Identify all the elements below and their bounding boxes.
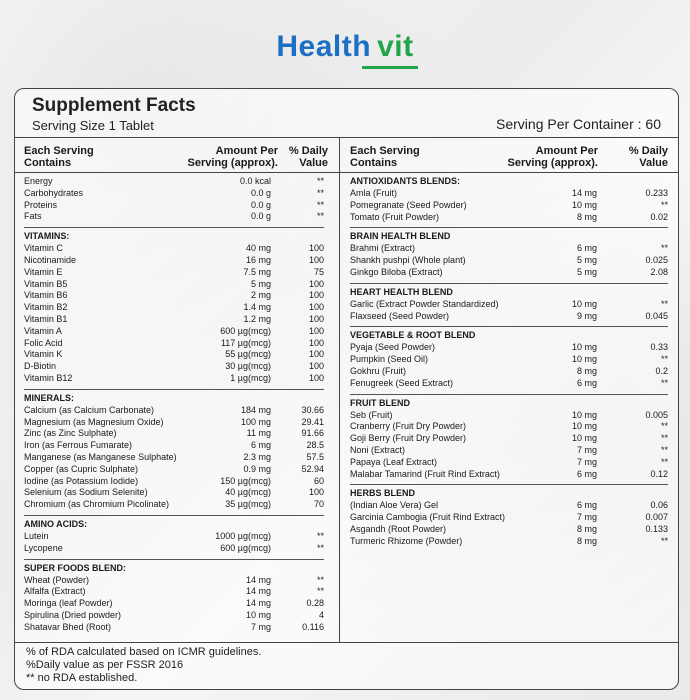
nutrient-daily-value: 0.045 xyxy=(645,310,668,321)
nutrient-daily-value: 57.5 xyxy=(306,451,324,462)
nutrient-row xyxy=(24,487,324,499)
nutrient-daily-value: 0.005 xyxy=(645,409,668,420)
nutrient-amount: 0.0 g xyxy=(250,187,271,198)
brand-part2: vit xyxy=(377,30,414,63)
nutrient-row xyxy=(350,366,668,378)
nutrient-amount: 10 mg xyxy=(571,433,597,444)
nutrient-amount: 0.9 mg xyxy=(243,463,271,474)
nutrient-row xyxy=(24,440,324,452)
nutrient-name: Carbohydrates xyxy=(24,187,84,198)
nutrient-daily-value: 60 xyxy=(313,475,324,486)
nutrient-amount: 5 mg xyxy=(250,278,271,289)
right-header-dv: % Daily Value xyxy=(628,145,668,169)
nutrient-name: Amla (Fruit) xyxy=(350,188,397,198)
nutrient-amount: 0.0 g xyxy=(250,211,271,222)
nutrient-row xyxy=(24,188,324,200)
nutrient-row xyxy=(24,211,324,223)
nutrient-name: Calcium (as Calcium Carbonate) xyxy=(24,404,155,415)
nutrient-name: Fenugreek (Seed Extract) xyxy=(350,377,454,388)
nutrient-daily-value: ** xyxy=(660,433,668,444)
nutrient-name: Energy xyxy=(24,176,53,186)
nutrient-name: (Indian Aloe Vera) Gel xyxy=(350,500,439,511)
nutrient-row xyxy=(350,200,668,212)
nutrient-amount: 8 mg xyxy=(576,211,597,222)
nutrient-daily-value: 100 xyxy=(308,325,324,336)
nutrient-name: Alfalfa (Extract) xyxy=(24,586,86,597)
brand-part1: Health xyxy=(276,30,372,63)
nutrient-daily-value: 0.02 xyxy=(650,211,668,222)
nutrient-row xyxy=(24,417,324,429)
nutrient-amount: 35 µg(mcg) xyxy=(225,499,271,510)
nutrient-name: Malabar Tamarind (Fruit Rind Extract) xyxy=(350,468,500,479)
nutrient-amount: 40 µg(mcg) xyxy=(225,487,271,498)
nutrient-name: Vitamin C xyxy=(24,243,63,254)
nutrient-daily-value: 100 xyxy=(308,313,324,324)
nutrient-daily-value: ** xyxy=(316,530,324,541)
nutrient-name: Noni (Extract) xyxy=(350,444,406,455)
nutrient-name: Lutein xyxy=(24,530,49,541)
nutrient-amount: 14 mg xyxy=(245,586,271,597)
nutrient-name: Shankh pushpi (Whole plant) xyxy=(350,255,466,266)
section-title: HEART HEALTH BLEND xyxy=(350,286,453,297)
nutrient-amount: 7.5 mg xyxy=(243,266,271,277)
logo-underline xyxy=(362,66,418,69)
nutrient-name: D-Biotin xyxy=(24,361,57,372)
nutrient-name: Vitamin B2 xyxy=(24,302,68,313)
nutrient-name: Ginkgo Biloba (Extract) xyxy=(350,266,443,277)
nutrient-amount: 10 mg xyxy=(571,199,597,210)
nutrient-amount: 7 mg xyxy=(576,512,597,523)
nutrient-name: Vitamin E xyxy=(24,266,63,277)
nutrient-amount: 150 µg(mcg) xyxy=(220,475,271,486)
nutrient-row xyxy=(350,378,668,390)
nutrient-name: Iron (as Ferrous Fumarate) xyxy=(24,440,133,451)
nutrient-row xyxy=(350,445,668,457)
nutrient-row xyxy=(350,433,668,445)
nutrient-daily-value: 100 xyxy=(308,290,324,301)
nutrient-amount: 10 mg xyxy=(571,421,597,432)
section-divider xyxy=(24,227,324,228)
nutrient-amount: 2.3 mg xyxy=(243,451,271,462)
nutrient-row xyxy=(350,512,668,524)
nutrient-amount: 10 mg xyxy=(571,342,597,353)
nutrient-daily-value: 0.2 xyxy=(655,365,668,376)
nutrient-daily-value: ** xyxy=(660,354,668,365)
nutrient-row xyxy=(24,452,324,464)
nutrient-daily-value: 0.06 xyxy=(650,500,668,511)
footnote-line: ** no RDA established. xyxy=(26,672,138,684)
section-title: VEGETABLE & ROOT BLEND xyxy=(350,330,476,341)
column-divider xyxy=(339,137,340,642)
nutrient-amount: 10 mg xyxy=(245,609,271,620)
nutrient-amount: 30 µg(mcg) xyxy=(225,361,271,372)
nutrient-amount: 10 mg xyxy=(571,409,597,420)
nutrient-amount: 6 mg xyxy=(576,468,597,479)
nutrient-daily-value: ** xyxy=(316,187,324,198)
nutrient-daily-value: ** xyxy=(660,377,668,388)
nutrient-amount: 14 mg xyxy=(245,574,271,585)
nutrient-row xyxy=(350,243,668,255)
nutrient-amount: 600 µg(mcg) xyxy=(220,325,271,336)
nutrient-daily-value: 0.233 xyxy=(645,188,668,198)
section-divider xyxy=(24,559,324,560)
nutrient-amount: 600 µg(mcg) xyxy=(220,542,271,553)
left-nutrient-column xyxy=(24,176,324,634)
nutrient-daily-value: 0.12 xyxy=(650,468,668,479)
nutrient-name: Pumpkin (Seed Oil) xyxy=(350,354,429,365)
footnote-line: % of RDA calculated based on ICMR guidelines. xyxy=(26,646,262,658)
nutrient-row xyxy=(24,243,324,255)
nutrient-daily-value: ** xyxy=(316,211,324,222)
nutrient-amount: 0.0 kcal xyxy=(239,176,271,186)
nutrient-name: Vitamin A xyxy=(24,325,62,336)
nutrient-row xyxy=(350,311,668,323)
nutrient-amount: 40 mg xyxy=(245,243,271,254)
section-title: BRAIN HEALTH BLEND xyxy=(350,231,451,242)
nutrient-daily-value: 91.66 xyxy=(301,428,324,439)
nutrient-row xyxy=(24,361,324,373)
nutrient-row xyxy=(24,290,324,302)
nutrient-daily-value: 100 xyxy=(308,254,324,265)
nutrient-daily-value: ** xyxy=(316,574,324,585)
nutrient-name: Folic Acid xyxy=(24,337,63,348)
nutrient-name: Turmeric Rhizome (Powder) xyxy=(350,535,463,546)
nutrient-daily-value: 100 xyxy=(308,487,324,498)
section-divider xyxy=(350,283,668,284)
nutrient-amount: 6 mg xyxy=(576,377,597,388)
nutrient-row xyxy=(24,598,324,610)
nutrient-daily-value: 0.33 xyxy=(650,342,668,353)
nutrient-name: Asgandh (Root Powder) xyxy=(350,523,447,534)
nutrient-row xyxy=(24,543,324,555)
nutrient-row xyxy=(24,200,324,212)
section-divider xyxy=(350,227,668,228)
nutrient-row xyxy=(24,255,324,267)
nutrient-name: Vitamin B1 xyxy=(24,313,68,324)
nutrient-name: Garcinia Cambogia (Fruit Rind Extract) xyxy=(350,512,506,523)
nutrient-row xyxy=(350,342,668,354)
nutrient-row xyxy=(24,176,324,188)
nutrient-name: Magnesium (as Magnesium Oxide) xyxy=(24,416,164,427)
header-bottom-divider xyxy=(14,172,679,173)
section-divider xyxy=(24,389,324,390)
nutrient-row xyxy=(350,410,668,422)
brand-logo xyxy=(0,30,690,64)
nutrient-daily-value: 0.133 xyxy=(645,523,668,534)
nutrient-daily-value: ** xyxy=(660,444,668,455)
nutrient-daily-value: 29.41 xyxy=(301,416,324,427)
nutrient-row xyxy=(24,464,324,476)
nutrient-daily-value: ** xyxy=(660,421,668,432)
footer-divider xyxy=(14,642,679,643)
nutrient-amount: 7 mg xyxy=(250,621,271,632)
nutrient-name: Pyaja (Seed Powder) xyxy=(350,342,436,353)
left-header-dv: % Daily Value xyxy=(288,145,328,169)
nutrient-row xyxy=(24,610,324,622)
nutrient-amount: 184 mg xyxy=(240,404,271,415)
nutrient-row xyxy=(24,428,324,440)
nutrient-row xyxy=(24,373,324,385)
nutrient-row xyxy=(24,575,324,587)
nutrient-amount: 6 mg xyxy=(250,440,271,451)
nutrient-name: Vitamin B5 xyxy=(24,278,68,289)
nutrient-name: Vitamin K xyxy=(24,349,63,360)
nutrient-daily-value: 0.28 xyxy=(306,598,324,609)
nutrient-name: Pomegranate (Seed Powder) xyxy=(350,199,467,210)
footnotes xyxy=(26,646,261,685)
nutrient-name: Iodine (as Potassium Iodide) xyxy=(24,475,139,486)
nutrient-daily-value: 30.66 xyxy=(301,404,324,415)
serving-per-container: Serving Per Container : 60 xyxy=(496,116,661,132)
nutrient-name: Garlic (Extract Powder Standardized) xyxy=(350,298,499,309)
nutrient-daily-value: 4 xyxy=(318,609,324,620)
nutrient-name: Gokhru (Fruit) xyxy=(350,365,407,376)
nutrient-daily-value: ** xyxy=(316,542,324,553)
nutrient-row xyxy=(350,188,668,200)
nutrient-daily-value: ** xyxy=(660,298,668,309)
nutrient-daily-value: ** xyxy=(316,176,324,186)
nutrient-daily-value: 75 xyxy=(313,266,324,277)
nutrient-name: Cranberry (Fruit Dry Powder) xyxy=(350,421,467,432)
nutrient-row xyxy=(24,622,324,634)
nutrient-name: Flaxseed (Seed Powder) xyxy=(350,310,450,321)
nutrient-row xyxy=(350,212,668,224)
nutrient-name: Zinc (as Zinc Sulphate) xyxy=(24,428,117,439)
nutrient-row xyxy=(24,279,324,291)
right-header-contains: Each Serving Contains xyxy=(350,145,420,169)
nutrient-name: Nicotinamide xyxy=(24,254,77,265)
nutrient-amount: 5 mg xyxy=(576,255,597,266)
nutrient-row xyxy=(350,255,668,267)
nutrient-daily-value: 2.08 xyxy=(650,266,668,277)
section-divider xyxy=(350,484,668,485)
nutrient-amount: 1.4 mg xyxy=(243,302,271,313)
nutrient-name: Manganese (as Manganese Sulphate) xyxy=(24,451,177,462)
nutrient-amount: 11 mg xyxy=(246,428,271,439)
section-title: SUPER FOODS BLEND: xyxy=(24,562,127,573)
nutrient-name: Proteins xyxy=(24,199,58,210)
nutrient-row xyxy=(350,524,668,536)
nutrient-name: Shatavar Bhed (Root) xyxy=(24,621,112,632)
nutrient-amount: 117 µg(mcg) xyxy=(220,337,271,348)
nutrient-row xyxy=(24,405,324,417)
nutrient-amount: 0.0 g xyxy=(250,199,271,210)
right-header-amount: Amount Per Serving (approx). xyxy=(507,145,598,169)
nutrient-amount: 5 mg xyxy=(576,266,597,277)
nutrient-amount: 8 mg xyxy=(576,365,597,376)
nutrient-daily-value: ** xyxy=(660,243,668,254)
nutrient-daily-value: 100 xyxy=(308,278,324,289)
section-title: VITAMINS: xyxy=(24,231,70,242)
nutrient-name: Wheat (Powder) xyxy=(24,574,90,585)
right-nutrient-column xyxy=(350,176,668,548)
page-title: Supplement Facts xyxy=(32,95,196,116)
nutrient-name: Selenium (as Sodium Selenite) xyxy=(24,487,148,498)
nutrient-row xyxy=(24,499,324,511)
serving-size: Serving Size 1 Tablet xyxy=(32,118,154,133)
section-divider xyxy=(350,394,668,395)
section-divider xyxy=(350,326,668,327)
nutrient-daily-value: 0.007 xyxy=(645,512,668,523)
nutrient-daily-value: 100 xyxy=(308,372,324,383)
nutrient-amount: 16 mg xyxy=(245,254,271,265)
nutrient-amount: 14 mg xyxy=(245,598,271,609)
nutrient-row xyxy=(350,267,668,279)
section-title: ANTIOXIDANTS BLENDS: xyxy=(350,176,460,186)
nutrient-amount: 2 mg xyxy=(250,290,271,301)
section-title: AMINO ACIDS: xyxy=(24,518,88,529)
nutrient-name: Seb (Fruit) xyxy=(350,409,393,420)
nutrient-daily-value: ** xyxy=(316,199,324,210)
nutrient-daily-value: 0.116 xyxy=(302,621,324,632)
nutrient-daily-value: ** xyxy=(660,535,668,546)
nutrient-amount: 1.2 mg xyxy=(243,313,271,324)
section-title: FRUIT BLEND xyxy=(350,397,410,408)
nutrient-daily-value: 100 xyxy=(308,302,324,313)
nutrient-name: Moringa (leaf Powder) xyxy=(24,598,113,609)
nutrient-name: Vitamin B6 xyxy=(24,290,68,301)
nutrient-name: Chromium (as Chromium Picolinate) xyxy=(24,499,170,510)
nutrient-daily-value: ** xyxy=(660,199,668,210)
nutrient-daily-value: 100 xyxy=(308,243,324,254)
nutrient-daily-value: ** xyxy=(316,586,324,597)
footnote-line: %Daily value as per FSSR 2016 xyxy=(26,659,184,671)
nutrient-name: Spirulina (Dried powder) xyxy=(24,609,122,620)
section-title: HERBS BLEND xyxy=(350,488,416,499)
nutrient-amount: 6 mg xyxy=(576,500,597,511)
nutrient-amount: 7 mg xyxy=(576,456,597,467)
nutrient-row xyxy=(350,421,668,433)
nutrient-daily-value: 100 xyxy=(308,349,324,360)
left-header-amount: Amount Per Serving (approx). xyxy=(187,145,278,169)
nutrient-name: Fats xyxy=(24,211,42,222)
nutrient-amount: 100 mg xyxy=(240,416,271,427)
nutrient-daily-value: 100 xyxy=(308,361,324,372)
nutrient-name: Papaya (Leaf Extract) xyxy=(350,456,438,467)
nutrient-name: Tomato (Fruit Powder) xyxy=(350,211,440,222)
header-top-divider xyxy=(14,137,679,138)
section-divider xyxy=(24,515,324,516)
nutrient-daily-value: 0.025 xyxy=(645,255,668,266)
nutrient-row xyxy=(350,536,668,548)
nutrient-row xyxy=(24,338,324,350)
nutrient-amount: 1000 µg(mcg) xyxy=(215,530,271,541)
nutrient-row xyxy=(24,586,324,598)
nutrient-row xyxy=(24,302,324,314)
nutrient-row xyxy=(350,469,668,481)
nutrient-row xyxy=(24,531,324,543)
nutrient-amount: 8 mg xyxy=(576,523,597,534)
nutrient-amount: 14 mg xyxy=(571,188,597,198)
nutrient-daily-value: 70 xyxy=(313,499,324,510)
nutrient-amount: 7 mg xyxy=(576,444,597,455)
nutrient-row xyxy=(24,267,324,279)
nutrient-row xyxy=(350,299,668,311)
nutrient-amount: 9 mg xyxy=(576,310,597,321)
section-title: MINERALS: xyxy=(24,392,74,403)
nutrient-name: Lycopene xyxy=(24,542,63,553)
nutrient-name: Copper (as Cupric Sulphate) xyxy=(24,463,139,474)
nutrient-daily-value: 100 xyxy=(308,337,324,348)
nutrient-amount: 10 mg xyxy=(571,354,597,365)
nutrient-name: Vitamin B12 xyxy=(24,372,73,383)
nutrient-amount: 55 µg(mcg) xyxy=(225,349,271,360)
nutrient-row xyxy=(24,326,324,338)
nutrient-daily-value: ** xyxy=(660,456,668,467)
nutrient-row xyxy=(24,476,324,488)
nutrient-name: Goji Berry (Fruit Dry Powder) xyxy=(350,433,467,444)
nutrient-amount: 6 mg xyxy=(576,243,597,254)
nutrient-row xyxy=(350,500,668,512)
nutrient-amount: 8 mg xyxy=(576,535,597,546)
nutrient-amount: 10 mg xyxy=(571,298,597,309)
nutrient-amount: 1 µg(mcg) xyxy=(230,372,271,383)
left-header-contains: Each Serving Contains xyxy=(24,145,94,169)
nutrient-name: Brahmi (Extract) xyxy=(350,243,416,254)
nutrient-daily-value: 28.5 xyxy=(306,440,324,451)
nutrient-daily-value: 52.94 xyxy=(301,463,324,474)
nutrient-row xyxy=(24,314,324,326)
nutrient-row xyxy=(350,354,668,366)
nutrient-row xyxy=(24,349,324,361)
nutrient-row xyxy=(350,457,668,469)
